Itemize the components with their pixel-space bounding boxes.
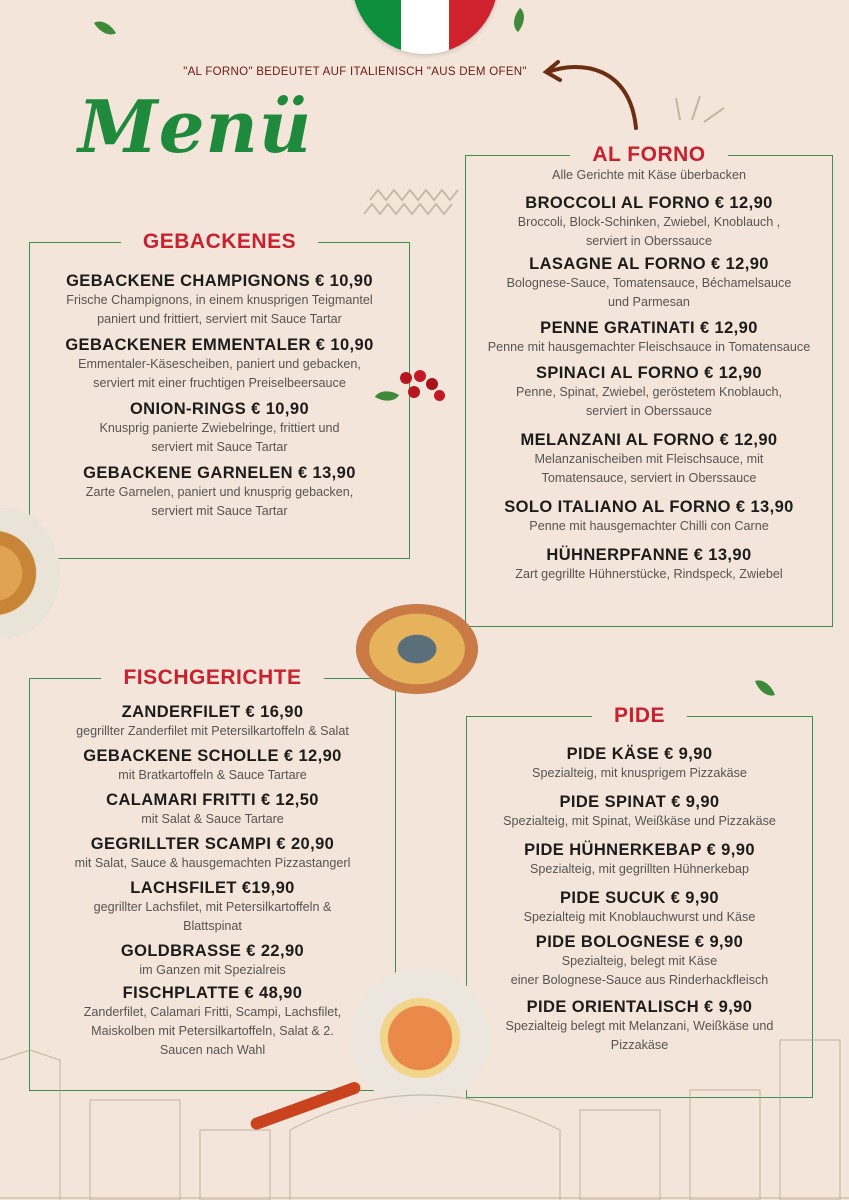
menu-item [29,336,410,393]
item-desc: Pizzakäse [610,1038,669,1052]
item-desc: Penne, Spinat, Zwiebel, geröstetem Knoblauch, [515,385,783,399]
item-desc: Melanzanischeiben mit Fleischsauce, mit [534,452,764,466]
item-name: BROCCOLI AL FORNO € 12,90 [525,194,773,212]
menu-item [466,745,813,783]
item-desc: Spezialteig, mit knusprigem Pizzakäse [532,766,747,780]
item-name: PIDE HÜHNERKEBAP € 9,90 [524,841,755,859]
pide-items [466,745,813,1055]
item-name: PIDE SPINAT € 9,90 [559,793,720,811]
item-desc: Spezialteig, mit gegrillten Hühnerkebap [529,862,750,876]
leaf-icon [507,8,531,32]
item-name: GEBACKENE SCHOLLE € 12,90 [83,747,342,765]
item-name: PIDE SUCUK € 9,90 [559,889,720,907]
leaf-icon [94,16,116,40]
section-heading: PIDE [592,704,687,727]
item-name: FISCHPLATTE € 48,90 [122,984,303,1002]
item-name: CALAMARI FRITTI € 12,50 [106,791,319,809]
section-heading: AL FORNO [570,143,727,166]
menu-item [465,364,833,421]
item-desc: Spezialteig, belegt mit Käse [561,954,718,968]
menu-item [466,793,813,831]
item-desc: Penne mit hausgemachter Fleischsauce in Tomatensauce [487,340,811,354]
section-heading: FISCHGERICHTE [101,666,323,689]
menu-item [29,835,396,873]
item-desc: serviert mit Sauce Tartar [151,504,288,518]
item-name: PENNE GRATINATI € 12,90 [540,319,758,337]
item-desc: und Parmesan [608,295,690,309]
menu-item [466,841,813,879]
gebackenes-items [29,272,410,521]
item-name: PIDE ORIENTALISCH € 9,90 [526,998,753,1016]
zigzag-decoration [362,170,462,224]
item-name: ZANDERFILET € 16,90 [121,703,304,721]
item-name: LASAGNE AL FORNO € 12,90 [529,255,769,273]
sparkle-lines-icon [672,92,732,126]
item-desc: Spezialteig, mit Spinat, Weißkäse und Pizzakäse [503,814,776,828]
menu-item [29,879,396,936]
item-desc: mit Salat, Sauce & hausgemachten Pizzastangerl [74,856,351,870]
item-desc: serviert mit Sauce Tartar [151,440,288,454]
item-desc: Spezialteig mit Knoblauchwurst und Käse [523,910,756,924]
menu-item [29,272,410,329]
menu-item [29,400,410,457]
menu-item [466,889,813,927]
item-desc: serviert in Oberssauce [586,404,712,418]
item-desc: im Ganzen mit Spezialreis [139,963,286,977]
italian-flag [352,0,498,54]
al-forno-items [465,168,833,584]
item-name: ONION-RINGS € 10,90 [129,400,310,418]
item-desc: Knusprig panierte Zwiebelringe, frittiert und [99,421,340,435]
item-name: LACHSFILET €19,90 [130,879,295,897]
item-desc: Emmentaler-Käsescheiben, paniert und gebacken, [78,357,361,371]
item-desc: mit Bratkartoffeln & Sauce Tartare [118,768,307,782]
item-desc: Broccoli, Block-Schinken, Zwiebel, Knoblauch , [517,215,781,229]
item-name: MELANZANI AL FORNO € 12,90 [520,431,778,449]
item-desc: Zarte Garnelen, paniert und knusprig gebacken, [85,485,354,499]
city-skyline-illustration [0,1020,849,1200]
item-name: PIDE BOLOGNESE € 9,90 [535,933,744,951]
item-name: GEBACKENER EMMENTALER € 10,90 [65,336,374,354]
item-desc: einer Bolognese-Sauce aus Rinderhackfleisch [510,973,769,987]
item-desc: Maiskolben mit Petersilkartoffeln, Salat & 2. [91,1024,334,1038]
menu-item [465,431,833,488]
item-name: GEBACKENE GARNELEN € 13,90 [83,464,356,482]
menu-item [465,194,833,251]
item-desc: Frische Champignons, in einem knusprigen Teigmantel [66,293,373,307]
item-desc: Blattspinat [183,919,242,933]
tagline: "AL FORNO" BEDEUTET AUF ITALIENISCH "AUS DEM OFEN" [183,66,527,78]
item-name: PIDE KÄSE € 9,90 [566,745,713,763]
item-desc: gegrillter Zanderfilet mit Petersilkartoffeln & Salat [76,724,349,738]
item-desc: Tomatensauce, serviert in Oberssauce [541,471,757,485]
item-desc: gegrillter Lachsfilet, mit Petersilkartoffeln & [93,900,332,914]
menu-item [29,747,396,785]
item-desc: Penne mit hausgemachter Chilli con Carne [529,519,769,533]
grilled-fish-plate-image [356,604,478,694]
item-desc: Saucen nach Wahl [159,1043,266,1057]
item-name: GEBACKENE CHAMPIGNONS € 10,90 [66,272,373,290]
item-desc: Bolognese-Sauce, Tomatensauce, Béchamelsauce [506,276,792,290]
item-desc: paniert und frittiert, serviert mit Sauce Tartar [97,312,342,326]
menu-item [465,498,833,536]
item-name: SPINACI AL FORNO € 12,90 [536,364,762,382]
menu-item [29,791,396,829]
page-title: Menü [78,84,313,169]
menu-item [466,933,813,990]
section-heading: GEBACKENES [121,230,318,253]
item-name: GEGRILLTER SCAMPI € 20,90 [90,835,335,853]
item-desc: Zart gegrillte Hühnerstücke, Rindspeck, Zwiebel [515,567,783,581]
item-desc: Spezialteig belegt mit Melanzani, Weißkäse und [505,1019,774,1033]
leaf-icon [755,676,775,700]
menu-item [29,464,410,521]
item-desc: serviert mit einer fruchtigen Preiselbeersauce [93,376,346,390]
section-subtitle: Alle Gerichte mit Käse überbacken [552,168,746,182]
menu-item [465,255,833,312]
item-name: GOLDBRASSE € 22,90 [120,942,305,960]
item-name: SOLO ITALIANO AL FORNO € 13,90 [504,498,794,516]
item-desc: serviert in Oberssauce [586,234,712,248]
menu-item [465,319,833,357]
item-name: HÜHNERPFANNE € 13,90 [546,546,752,564]
item-desc: Zanderfilet, Calamari Fritti, Scampi, Lachsfilet, [83,1005,342,1019]
cranberry-branch-image [378,364,448,406]
menu-item [465,546,833,584]
menu-item [29,703,396,741]
item-desc: mit Salat & Sauce Tartare [141,812,284,826]
